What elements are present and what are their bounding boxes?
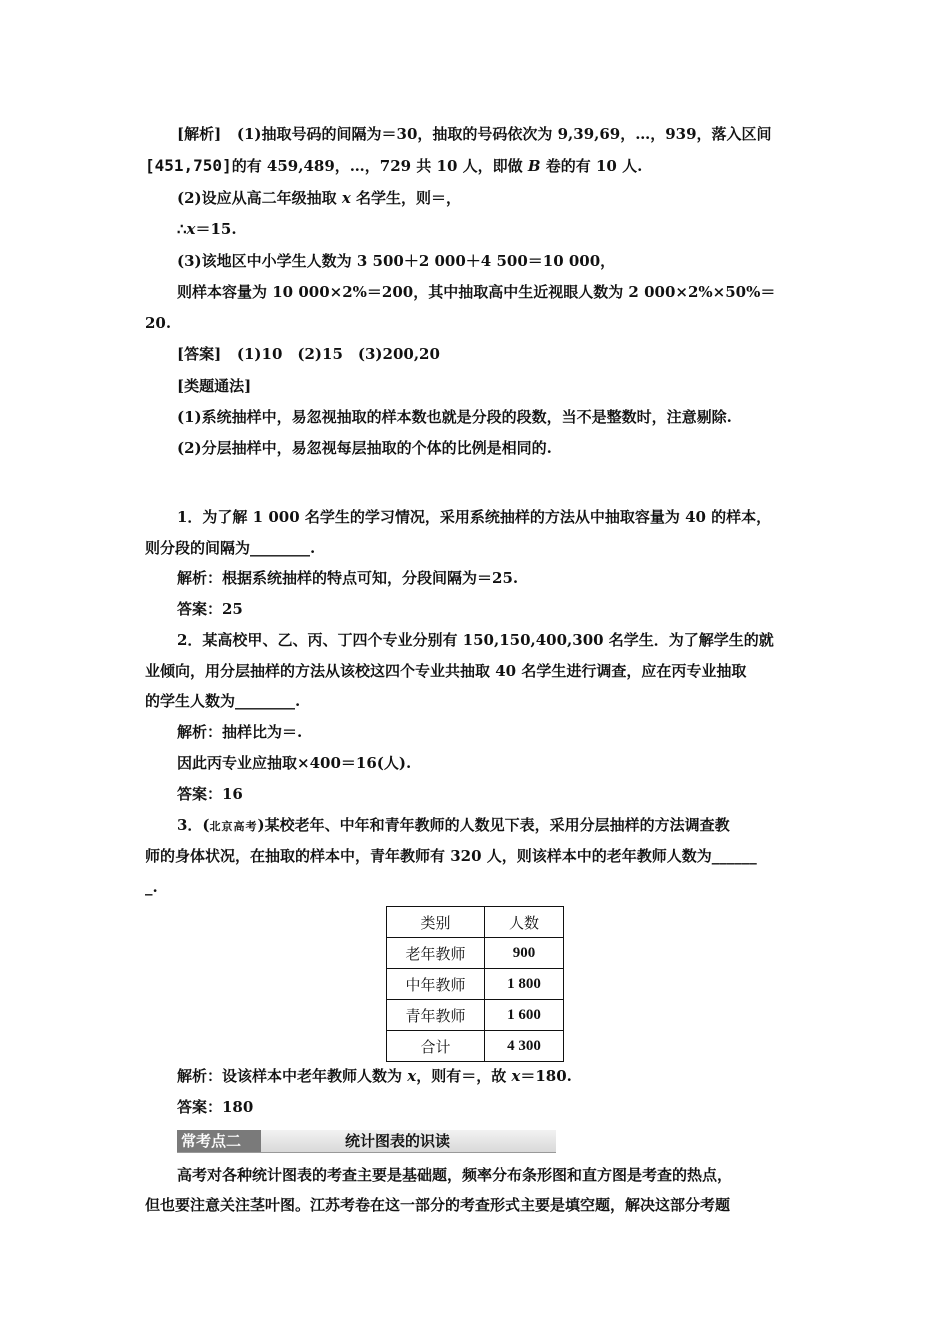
- table-cell: 青年教师: [387, 1000, 485, 1031]
- q1-line-1: 1．为了解 1 000 名学生的学习情况，采用系统抽样的方法从中抽取容量为 40 的样本，: [177, 508, 772, 526]
- analysis-line-1: [177, 123, 842, 145]
- table-row: [387, 969, 564, 1000]
- q1-solution: 解析：根据系统抽样的特点可知，分段间隔为＝25.: [177, 569, 519, 587]
- q2-answer: 答案：16: [177, 785, 243, 803]
- teacher-count-table: [386, 906, 564, 1062]
- analysis-label: [解析]: [177, 125, 222, 143]
- q1-line-2: 则分段的间隔为________.: [145, 539, 316, 557]
- q3-text: )某校老年、中年和青年教师的人数见下表，采用分层抽样的方法调查教: [257, 816, 730, 834]
- q1-answer: 答案：25: [177, 600, 243, 618]
- table-cell: 中年教师: [387, 969, 485, 1000]
- table-cell: 老年教师: [387, 938, 485, 969]
- table-cell: 900: [485, 938, 564, 969]
- table-header-row: [387, 907, 564, 938]
- analysis-text: 名学生，则＝，: [350, 189, 462, 207]
- table-header-cell: 人数: [485, 907, 564, 938]
- analysis-text: (2)设应从高二年级抽取: [177, 189, 342, 207]
- q3-solution-text: ＝180.: [520, 1067, 572, 1085]
- q3-line-2: 师的身体状况，在抽取的样本中，青年教师有 320 人，则该样本中的老年教师人数为______: [145, 847, 757, 865]
- answer-text: (1)10 (2)15 (3)200,20: [236, 345, 440, 363]
- q2-line-3: 的学生人数为________.: [145, 692, 301, 710]
- table-row: [387, 1031, 564, 1062]
- table-header-cell: 类别: [387, 907, 485, 938]
- table-cell: 4 300: [485, 1031, 564, 1062]
- q3-text: 3．(: [177, 816, 210, 834]
- analysis-line-4: [177, 218, 842, 240]
- interval-text: [451,750]: [145, 156, 232, 175]
- table-cell: 1 600: [485, 1000, 564, 1031]
- analysis-line-6: 则样本容量为 10 000×2%＝200，其中抽取高中生近视眼人数为 2 000×2%×50%＝: [177, 283, 776, 301]
- variable: x: [341, 189, 351, 207]
- variable: x: [186, 220, 196, 238]
- analysis-line-2: [145, 155, 810, 177]
- q3-solution: [177, 1065, 842, 1087]
- tips-label: [类题通法]: [177, 377, 252, 395]
- analysis-text: 卷的有 10 人.: [540, 157, 643, 175]
- table-cell: 合计: [387, 1031, 485, 1062]
- q2-line-2: 业倾向，用分层抽样的方法从该校这四个专业共抽取 40 名学生进行调查，应在丙专业抽取: [145, 662, 747, 680]
- section-tag: 常考点二: [177, 1130, 261, 1152]
- section-paragraph-line-2: 但也要注意关注茎叶图。江苏考卷在这一部分的考查形式主要是填空题，解决这部分考题: [145, 1196, 731, 1214]
- analysis-line-7: 20.: [145, 314, 172, 332]
- analysis-text: 的有 459,489，…，729 共 10 人，即做: [231, 157, 528, 175]
- table-row: [387, 938, 564, 969]
- q3-solution-text: ，则有＝，故: [416, 1067, 512, 1085]
- therefore-symbol: ∴: [177, 220, 187, 238]
- tip-2: (2)分层抽样中，易忽视每层抽取的个体的比例是相同的.: [177, 439, 552, 457]
- section-header: [177, 1130, 556, 1153]
- q2-line-1: 2．某高校甲、乙、丙、丁四个专业分别有 150,150,400,300 名学生．为了解学生的就: [177, 631, 774, 649]
- tip-1: (1)系统抽样中，易忽视抽取的样本数也就是分段的段数，当不是整数时，注意剔除.: [177, 408, 732, 426]
- answer-label: [答案]: [177, 345, 222, 363]
- q2-solution-2: 因此丙专业应抽取×400＝16(人).: [177, 754, 412, 772]
- answer-line: [177, 343, 842, 365]
- analysis-text: ＝15.: [195, 220, 237, 238]
- q3-solution-text: 解析：设该样本中老年教师人数为: [177, 1067, 408, 1085]
- analysis-line-5: (3)该地区中小学生人数为 3 500＋2 000＋4 500＝10 000，: [177, 252, 616, 270]
- section-paragraph-line-1: 高考对各种统计图表的考查主要是基础题，频率分布条形图和直方图是考查的热点，: [177, 1166, 733, 1184]
- q3-answer: 答案：180: [177, 1098, 254, 1116]
- section-title: 统计图表的识读: [345, 1132, 451, 1150]
- q3-line-1: [177, 814, 842, 838]
- q2-solution-1: 解析：抽样比为＝.: [177, 723, 303, 741]
- source-tag: 北京高考: [209, 820, 258, 833]
- table-row: [387, 1000, 564, 1031]
- analysis-line-3: [177, 187, 842, 209]
- analysis-text: (1)抽取号码的间隔为＝30，抽取的号码依次为 9,39,69，…，939，落入区间: [236, 125, 772, 143]
- variable: x: [511, 1067, 521, 1085]
- table-cell: 1 800: [485, 969, 564, 1000]
- variable: x: [407, 1067, 417, 1085]
- variable: B: [527, 157, 541, 175]
- q3-line-3: _.: [145, 878, 158, 896]
